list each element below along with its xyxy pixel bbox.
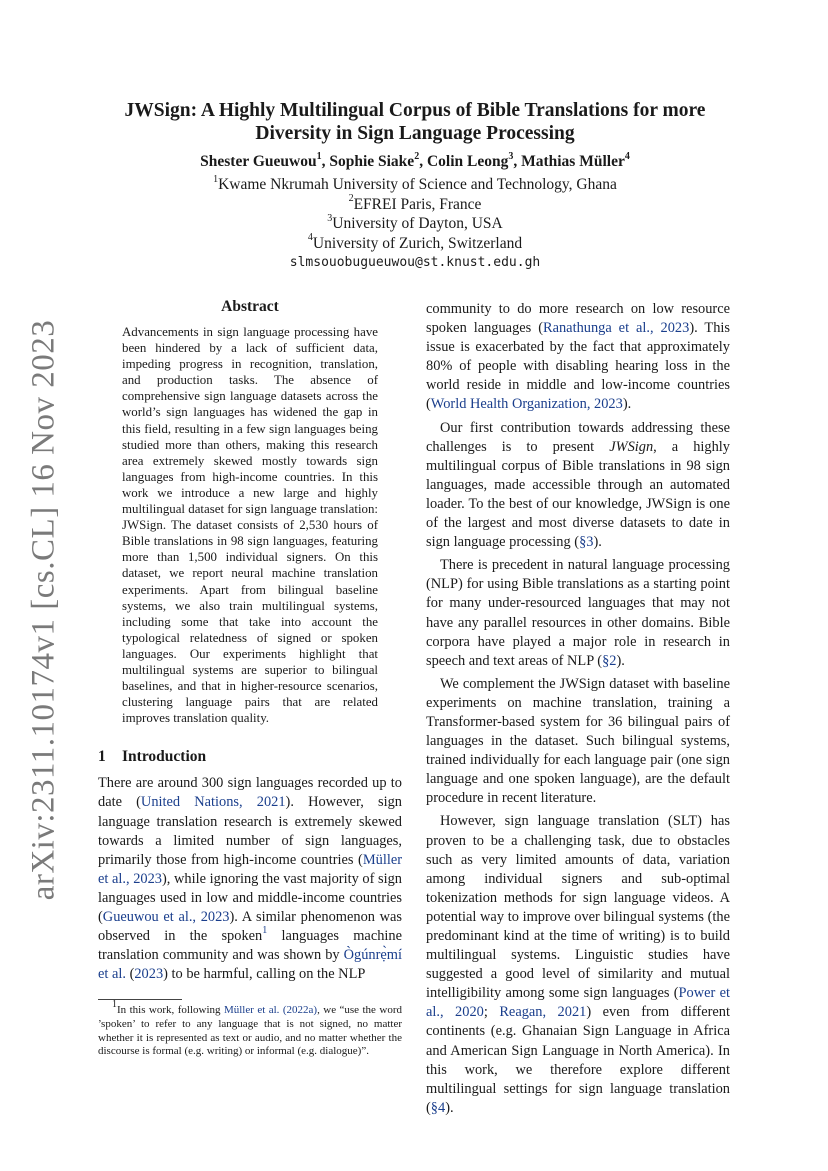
- affiliation: $^2$EFREI Paris, France: [348, 193, 482, 213]
- footnote-divider: [98, 999, 182, 1000]
- author-name: Sophie Siake: [329, 153, 415, 170]
- author-name: Colin Leong: [426, 153, 509, 170]
- paper-title: JWSign: A Highly Multilingual Corpus of Bible Translations for more Diversity in Sign Language Processing: [124, 100, 706, 144]
- author-affiliation-marker: 3: [508, 150, 514, 162]
- citation-link[interactable]: Müller et al., 2023: [98, 851, 402, 887]
- citation-link[interactable]: Reagan, 2021: [499, 1004, 587, 1021]
- footnote-marker[interactable]: 1: [262, 925, 268, 937]
- section-reference-link[interactable]: §3: [579, 534, 594, 551]
- author-list: Shester Gueuwou$^1$, Sophie Siake$^2$, Colin Leong$^3$, Mathias Müller$^4$: [200, 150, 630, 170]
- contact-email[interactable]: slmsouobugueuwou@st.knust.edu.gh: [289, 255, 541, 270]
- body-paragraph: However, sign language translation (SLT) has proven to be a challenging task, due to obstacles such as very limited amounts of data, variation among individual signers and sub-optimal tokenization methods for sign language videos. A potential way to improve over bilingual systems (the predominant kind at the time of writing) is to build multilingual systems. Linguistic studies have suggested a good level of similarity and mutual intelligibility among some sign languages (Power et al., 2020; Reagan, 2021) even from different continents (e.g. Ghanaian Sign Language in Africa and American Sign Language in North America). In this work, we therefore explore different multilingual settings for sign language translation (§4).: [426, 813, 730, 1116]
- citation-link[interactable]: World Health Organization, 2023: [430, 396, 623, 413]
- author-affiliation-marker: 2: [414, 150, 420, 162]
- affiliation-list: [100, 175, 730, 273]
- body-paragraph: There is precedent in natural language processing (NLP) for using Bible translations as a starting point for many under-resourced languages that may not have any parallel resources in other domains. Bible corpora have played a major role in research in speech and text areas of NLP (§2).: [426, 557, 730, 669]
- intro-paragraph: There are around 300 sign languages recorded up to date (United Nations, 2021). However, sign language translation research is extremely skewed towards a limited number of sign languages, primarily those from high-income countries (Müller et al., 2023), while ignoring the vast majority of sign languages used in low and middle-income countries (Gueuwou et al., 2023). A similar phenomenon was observed in the spoken$^1$ languages machine translation community and was shown by Ògúnrẹ̀mí et al. (2023) to be harmful, calling on the NLP: [98, 775, 402, 983]
- affiliation: $^1$Kwame Nkrumah University of Science and Technology, Ghana: [213, 173, 617, 193]
- footnote: $^1$In this work, following Müller et al. (2022a), we “use the word ’spoken’ to refer to any language that is not signed, no matter whether it is represented as text or audio, and no matter whether the discourse is formal (e.g. writing) or informal (e.g. dialogue)”.: [98, 999, 402, 1058]
- right-column: [426, 300, 730, 1118]
- section-heading-introduction: 1 Introduction: [98, 748, 207, 766]
- affiliation: $^3$University of Dayton, USA: [327, 212, 503, 232]
- citation-link[interactable]: Müller et al. (2022a): [223, 1004, 318, 1016]
- body-paragraph: community to do more research on low resource spoken languages (Ranathunga et al., 2023). This issue is exacerbated by the fact that approximately 80% of people with disabling hearing loss in the world reside in middle and low-income countries (World Health Organization, 2023).: [426, 301, 730, 413]
- section-reference-link[interactable]: §2: [602, 652, 617, 669]
- section-reference-link[interactable]: §4: [430, 1099, 446, 1116]
- body-paragraph: We complement the JWSign dataset with baseline experiments on machine translation, training a Transformer-based system for 36 bilingual pairs of languages in the dataset. Such bilingual systems, trained individually for each language pair (one sign language and one spoken language), are the default procedure in recent literature.: [426, 675, 730, 807]
- citation-link[interactable]: 2023: [134, 966, 164, 983]
- left-column: [98, 298, 402, 984]
- author-name: Shester Gueuwou: [200, 153, 317, 170]
- arxiv-identifier: arXiv:2311.10174v1 [cs.CL] 16 Nov 2023: [25, 319, 62, 901]
- author-affiliation-marker: 1: [316, 150, 322, 162]
- citation-link[interactable]: Power et al., 2020: [426, 985, 730, 1021]
- body-paragraph: Our first contribution towards addressing these challenges is to present JWSign, a highly multilingual corpus of Bible translations in 98 sign languages, made accessible through an automated loader. To the best of our knowledge, JWSign is one of the largest and most diverse datasets to date in sign language processing (§3).: [426, 419, 730, 551]
- citation-link[interactable]: Gueuwou et al., 2023: [102, 909, 230, 925]
- citation-link[interactable]: United Nations, 2021: [140, 794, 286, 811]
- citation-link[interactable]: Ranathunga et al., 2023: [543, 320, 690, 337]
- abstract-text: Advancements in sign language processing have been hindered by a lack of sufficient data, impeding progress in recognition, translation, and production tasks. The absence of comprehensive sign language datasets across the world’s sign languages has widened the gap in this field, resulting in a few sign languages being studied more than others, making this research area extremely skewed mostly towards sign languages from high-income countries. In this work we introduce a new large and highly multilingual dataset for sign language translation: JWSign. The dataset consists of 2,530 hours of Bible translations in 98 sign languages, featuring more than 1,500 individual signers. On this dataset, we report neural machine translation experiments. Apart from bilingual baseline systems, we also train multilingual systems, including some that take into account the typological relatedness of signed or spoken languages. Our experiments highlight that multilingual systems are superior to bilingual baselines, and that in higher-resource scenarios, clustering language pairs that are related improves translation quality.: [122, 325, 378, 726]
- citation-link[interactable]: Ògúnrẹ̀mí et al.: [98, 947, 402, 983]
- author-name: Mathias Müller: [521, 153, 625, 170]
- author-affiliation-marker: 4: [624, 150, 630, 162]
- arxiv-sidebar: [22, 319, 66, 901]
- affiliation: $^4$University of Zurich, Switzerland: [307, 232, 523, 252]
- abstract-heading: Abstract: [221, 298, 279, 315]
